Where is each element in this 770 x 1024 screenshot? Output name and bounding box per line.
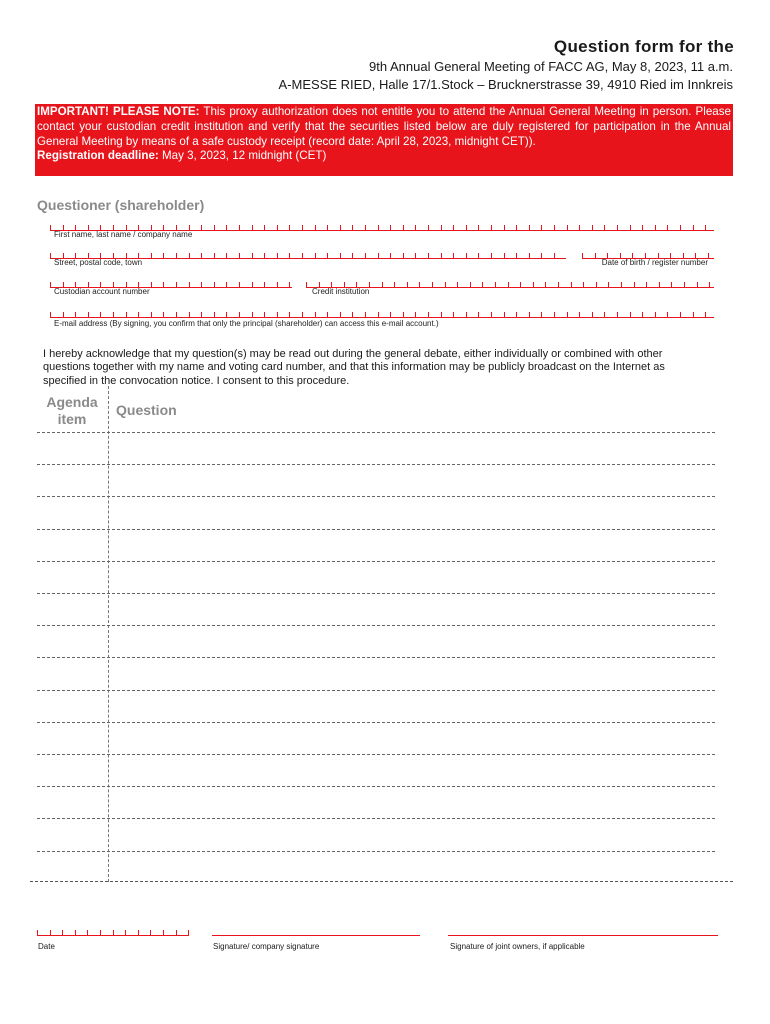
field-tick xyxy=(150,930,151,935)
field-tick xyxy=(75,930,76,935)
field-tick xyxy=(655,225,656,230)
field-tick xyxy=(642,225,643,230)
field-tick xyxy=(453,312,454,317)
question-row[interactable] xyxy=(37,786,715,818)
field-tick xyxy=(390,312,391,317)
dob-label: Date of birth / register number xyxy=(601,258,708,267)
field-tick xyxy=(529,225,530,230)
question-row[interactable] xyxy=(37,818,715,850)
table-bottom-line xyxy=(30,881,733,882)
field-tick xyxy=(226,312,227,317)
field-tick xyxy=(239,253,240,258)
field-tick xyxy=(239,282,240,287)
field-tick xyxy=(50,282,51,287)
field-tick xyxy=(176,282,177,287)
field-tick xyxy=(592,312,593,317)
field-tick xyxy=(441,253,442,258)
agenda-header-line1: Agenda xyxy=(46,394,98,410)
meeting-info: 9th Annual General Meeting of FACC AG, May 8, 2023, 11 a.m. xyxy=(369,59,733,74)
field-tick xyxy=(445,282,446,287)
field-tick xyxy=(567,225,568,230)
field-tick xyxy=(428,253,429,258)
field-tick xyxy=(596,282,597,287)
field-tick xyxy=(50,312,51,317)
question-row[interactable] xyxy=(37,432,715,464)
field-tick xyxy=(176,930,177,935)
field-tick xyxy=(289,253,290,258)
field-tick xyxy=(491,253,492,258)
field-tick xyxy=(554,312,555,317)
field-tick xyxy=(352,253,353,258)
field-tick xyxy=(693,312,694,317)
field-tick xyxy=(100,930,101,935)
field-tick xyxy=(470,282,471,287)
field-tick xyxy=(693,225,694,230)
field-tick xyxy=(558,282,559,287)
field-tick xyxy=(466,312,467,317)
field-tick xyxy=(264,225,265,230)
question-row[interactable] xyxy=(37,754,715,786)
field-tick xyxy=(189,312,190,317)
street-label: Street, postal code, town xyxy=(54,258,143,267)
field-tick xyxy=(189,282,190,287)
field-tick xyxy=(264,312,265,317)
field-tick xyxy=(478,312,479,317)
field-tick xyxy=(453,225,454,230)
field-tick xyxy=(604,312,605,317)
field-tick xyxy=(655,312,656,317)
field-tick xyxy=(428,225,429,230)
field-tick xyxy=(541,253,542,258)
field-tick xyxy=(667,225,668,230)
field-tick xyxy=(705,225,706,230)
field-tick xyxy=(592,225,593,230)
field-tick xyxy=(646,282,647,287)
field-tick xyxy=(340,312,341,317)
signature-label: Signature/ company signature xyxy=(213,942,320,951)
meeting-venue: A-MESSE RIED, Halle 17/1.Stock – Brucknerstrasse 39, 4910 Ried im Innkreis xyxy=(278,77,733,92)
field-tick xyxy=(390,225,391,230)
field-tick xyxy=(277,312,278,317)
field-tick xyxy=(466,253,467,258)
field-tick xyxy=(428,312,429,317)
field-tick xyxy=(495,282,496,287)
field-tick xyxy=(239,225,240,230)
field-tick xyxy=(125,930,126,935)
field-tick xyxy=(554,225,555,230)
field-tick xyxy=(163,282,164,287)
field-tick xyxy=(684,282,685,287)
field-tick xyxy=(75,312,76,317)
question-row[interactable] xyxy=(37,496,715,528)
field-tick xyxy=(289,312,290,317)
field-tick xyxy=(252,312,253,317)
field-tick xyxy=(709,282,710,287)
field-tick xyxy=(188,930,189,935)
field-tick xyxy=(201,312,202,317)
field-tick xyxy=(277,282,278,287)
field-tick xyxy=(504,253,505,258)
field-tick xyxy=(327,225,328,230)
field-tick xyxy=(264,282,265,287)
field-tick xyxy=(617,225,618,230)
field-tick xyxy=(705,312,706,317)
field-tick xyxy=(340,253,341,258)
field-tick xyxy=(365,312,366,317)
email-field[interactable] xyxy=(50,309,714,318)
signature-field[interactable] xyxy=(212,927,420,936)
field-tick xyxy=(659,282,660,287)
field-tick xyxy=(453,253,454,258)
field-tick xyxy=(289,282,290,287)
question-row[interactable] xyxy=(37,722,715,754)
field-tick xyxy=(516,253,517,258)
field-tick xyxy=(407,282,408,287)
field-tick xyxy=(604,225,605,230)
field-tick xyxy=(579,225,580,230)
date-label: Date xyxy=(38,942,55,951)
field-tick xyxy=(163,253,164,258)
field-tick xyxy=(571,282,572,287)
field-tick xyxy=(478,253,479,258)
field-tick xyxy=(508,282,509,287)
field-tick xyxy=(697,282,698,287)
field-tick xyxy=(306,282,307,287)
field-tick xyxy=(394,282,395,287)
field-tick xyxy=(482,282,483,287)
deadline-label: Registration deadline: xyxy=(37,149,159,163)
question-row[interactable] xyxy=(37,657,715,689)
questioner-section-title: Questioner (shareholder) xyxy=(37,197,205,213)
field-tick xyxy=(667,312,668,317)
question-row[interactable] xyxy=(37,851,715,883)
field-tick xyxy=(327,312,328,317)
field-tick xyxy=(582,253,583,258)
field-tick xyxy=(88,312,89,317)
agenda-column-header xyxy=(40,394,104,428)
field-tick xyxy=(50,225,51,230)
field-tick xyxy=(491,312,492,317)
field-tick xyxy=(608,282,609,287)
field-tick xyxy=(378,253,379,258)
field-tick xyxy=(226,225,227,230)
field-tick xyxy=(441,312,442,317)
field-tick xyxy=(390,253,391,258)
consent-text: I hereby acknowledge that my question(s) may be read out during the general debate, either individually or combined with other questions together with my name and voting card number, and that this information may be publicly broadcast on the Internet as specified in the convocation notice. I consent to this procedure. xyxy=(43,348,665,387)
field-tick xyxy=(239,312,240,317)
field-tick xyxy=(151,282,152,287)
agenda-header-line2: item xyxy=(57,411,87,427)
question-row[interactable] xyxy=(37,529,715,561)
field-tick xyxy=(189,253,190,258)
field-tick xyxy=(419,282,420,287)
field-tick xyxy=(545,282,546,287)
field-tick xyxy=(630,312,631,317)
field-tick xyxy=(214,253,215,258)
field-tick xyxy=(176,312,177,317)
field-tick xyxy=(671,282,672,287)
field-tick xyxy=(520,282,521,287)
deadline-text: May 3, 2023, 12 midnight (CET) xyxy=(158,149,327,163)
field-tick xyxy=(554,253,555,258)
field-tick xyxy=(302,253,303,258)
field-tick xyxy=(163,312,164,317)
field-tick xyxy=(113,312,114,317)
email-label: E-mail address (By signing, you confirm that only the principal (shareholder) can access this e-mail account.) xyxy=(54,319,439,328)
field-tick xyxy=(415,312,416,317)
field-tick xyxy=(315,253,316,258)
question-column-header: Question xyxy=(116,402,177,418)
important-notice xyxy=(35,104,733,176)
field-tick xyxy=(680,312,681,317)
field-tick xyxy=(415,253,416,258)
field-tick xyxy=(252,253,253,258)
field-tick xyxy=(441,225,442,230)
field-tick xyxy=(201,225,202,230)
field-tick xyxy=(113,930,114,935)
field-tick xyxy=(176,253,177,258)
field-tick xyxy=(163,930,164,935)
account-label: Custodian account number xyxy=(54,287,150,296)
field-tick xyxy=(541,312,542,317)
field-tick xyxy=(680,225,681,230)
field-tick xyxy=(583,282,584,287)
field-tick xyxy=(340,225,341,230)
field-tick xyxy=(403,253,404,258)
name-label: First name, last name / company name xyxy=(54,230,193,239)
field-tick xyxy=(579,312,580,317)
joint-signature-label: Signature of joint owners, if applicable xyxy=(450,942,585,951)
field-tick xyxy=(201,253,202,258)
field-tick xyxy=(529,312,530,317)
field-tick xyxy=(50,930,51,935)
field-tick xyxy=(315,225,316,230)
field-tick xyxy=(214,225,215,230)
field-tick xyxy=(630,225,631,230)
field-tick xyxy=(378,312,379,317)
field-tick xyxy=(617,312,618,317)
field-tick xyxy=(478,225,479,230)
field-tick xyxy=(378,225,379,230)
field-tick xyxy=(63,312,64,317)
question-row[interactable] xyxy=(37,464,715,496)
field-tick xyxy=(504,312,505,317)
field-tick xyxy=(264,253,265,258)
important-text: This proxy authorization does not entitle you to attend the Annual General Meeting in person. Please contact your custodian credit institution and verify that the securities listed below are duly registered for participation in the Annual General Meeting by means of a safe custody receipt (record date: April 28, 2023, midnight CET)). xyxy=(37,105,731,148)
field-tick xyxy=(415,225,416,230)
field-tick xyxy=(138,312,139,317)
field-tick xyxy=(214,312,215,317)
field-tick xyxy=(37,930,38,935)
field-tick xyxy=(252,225,253,230)
field-tick xyxy=(252,282,253,287)
field-tick xyxy=(87,930,88,935)
field-tick xyxy=(403,312,404,317)
field-tick xyxy=(138,930,139,935)
field-tick xyxy=(642,312,643,317)
field-tick xyxy=(541,225,542,230)
field-tick xyxy=(126,312,127,317)
field-tick xyxy=(302,225,303,230)
field-tick xyxy=(634,282,635,287)
field-tick xyxy=(432,282,433,287)
question-row[interactable] xyxy=(37,593,715,625)
field-tick xyxy=(567,312,568,317)
field-tick xyxy=(403,225,404,230)
field-tick xyxy=(708,253,709,258)
field-tick xyxy=(201,282,202,287)
field-tick xyxy=(226,282,227,287)
question-row[interactable] xyxy=(37,625,715,657)
field-tick xyxy=(365,225,366,230)
field-tick xyxy=(315,312,316,317)
field-tick xyxy=(457,282,458,287)
field-tick xyxy=(352,312,353,317)
field-tick xyxy=(214,282,215,287)
field-tick xyxy=(62,930,63,935)
field-tick xyxy=(226,253,227,258)
field-tick xyxy=(504,225,505,230)
field-tick xyxy=(466,225,467,230)
important-label: IMPORTANT! PLEASE NOTE: xyxy=(37,105,200,118)
field-tick xyxy=(382,282,383,287)
field-tick xyxy=(100,312,101,317)
field-tick xyxy=(277,225,278,230)
field-tick xyxy=(151,253,152,258)
field-tick xyxy=(621,282,622,287)
field-tick xyxy=(50,253,51,258)
field-tick xyxy=(277,253,278,258)
field-tick xyxy=(533,282,534,287)
date-field[interactable] xyxy=(37,927,189,936)
field-tick xyxy=(302,312,303,317)
field-tick xyxy=(327,253,328,258)
field-tick xyxy=(365,253,366,258)
question-row[interactable] xyxy=(37,690,715,722)
credit-label: Credit institution xyxy=(312,287,370,296)
field-tick xyxy=(352,225,353,230)
field-tick xyxy=(529,253,530,258)
question-row[interactable] xyxy=(37,561,715,593)
field-tick xyxy=(151,312,152,317)
field-tick xyxy=(491,225,492,230)
joint-signature-field[interactable] xyxy=(448,927,718,936)
field-tick xyxy=(516,312,517,317)
field-tick xyxy=(516,225,517,230)
form-title: Question form for the xyxy=(553,37,734,56)
field-tick xyxy=(289,225,290,230)
field-tick xyxy=(595,253,596,258)
